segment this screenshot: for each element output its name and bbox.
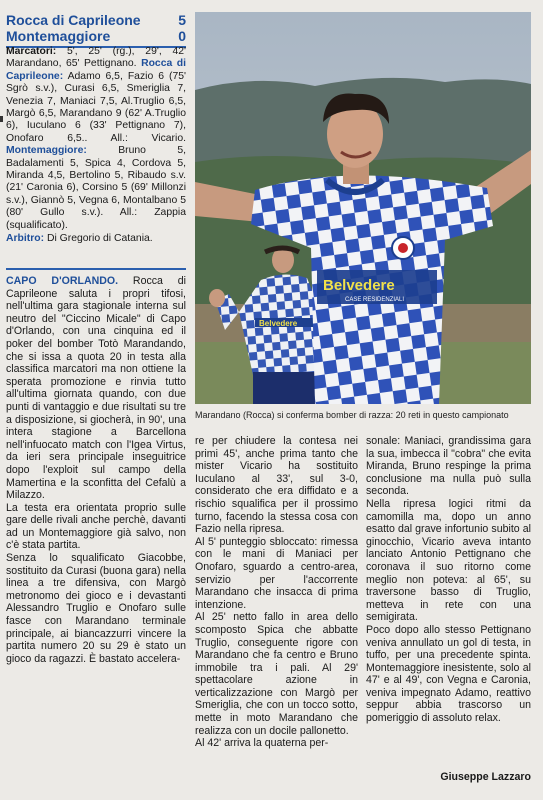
article-paragraph: Senza lo squalificato Giacobbe, sostituito da Curasi (buona gara) nella linea a tre difensiva, con Margò metronomo dei gioco e i devastanti Alessandro Truglio e Onofaro sulle fasce con Marandano terminale principale, ai biancazzurri vincere la partita numero 20 su 29 è stato un gioco da ragazzi. È bastato accelera- xyxy=(6,552,186,665)
away-lineup-label: Montemaggiore: xyxy=(6,145,87,157)
home-score: 5 xyxy=(178,12,186,28)
front-jersey-sponsor: Belvedere xyxy=(323,277,395,294)
article-paragraph: Al 42' arriva la quaterna per- xyxy=(195,737,329,750)
margin-mark xyxy=(0,116,3,122)
article-column-3 xyxy=(366,435,531,725)
stats-rule xyxy=(6,268,186,270)
back-jersey-sponsor: Belvedere xyxy=(259,319,298,328)
author-byline: Giuseppe Lazzaro xyxy=(440,771,531,783)
article-paragraph: sonale: Maniaci, grandissima gara la sua, imbecca il "cobra" che evita Miranda, Bruno respinge la prima conclusione ma nulla può sulla seconda. xyxy=(366,435,531,498)
referee-label: Arbitro: xyxy=(6,233,45,245)
away-lineup-text: Bruno 5, Badalamenti 5, Spica 4, Cordova 5, Miranda 4,5, Bertolino 5, Ribaudo s.v. (21' Caronia 6), Corsino 5 (69' Millonzi s.v.), Giannò 5, Vegna 6, Montalbano 5 (80' Gullo s.v.). All.: Zappia (squalificato). xyxy=(6,145,186,231)
match-photo xyxy=(195,12,531,404)
referee-text: Di Gregorio di Catania. xyxy=(44,233,153,245)
home-lineup-label: Rocca di Caprileone: xyxy=(6,58,186,82)
referee-line xyxy=(6,233,186,245)
article-paragraph: Nella ripresa logici ritmi da camomilla ma, dopo un anno esatto dal grave infortunio subito al ginocchio, Vicario aveva intanto lanciato Antonio Pettignano che coronava il suo ritorno come meglio non poteva: al 65', su traversone basso di Truglio, metteva in rete con una semigirata. xyxy=(366,497,531,624)
scorers-text: 5', 25' (rg.), 29', 42' Marandano, 65' Pettignano. xyxy=(6,46,186,70)
match-stats xyxy=(6,46,186,246)
away-team-name: Montemaggiore xyxy=(6,28,111,44)
article-paragraph: Al 25' netto fallo in area dello scomposto Spica che abbatte Truglio, conseguente rigore con Marandano che fa centro e Bruno immobile tra i pali. Al 29' spettacolare azione in verticalizzazione con Margò per Smeriglia, che con un tocco sotto, mette in moto Marandano che realizza con un docile pallonetto. xyxy=(195,611,358,737)
article-paragraph: Poco dopo allo stesso Pettignano veniva annullato un gol di testa, in tuffo, per una precedente spinta. Montemaggiore inesistente, solo al 47' e al 49', con Vegna e Caronia, veniva impegnato Adamo, reattivo seppur abbia trascorso un pomeriggio di assoluto relax. xyxy=(366,623,531,725)
scorers-label: Marcatori: xyxy=(6,46,57,57)
home-team-row xyxy=(6,12,186,28)
article-paragraph: re per chiudere la contesa nei primi 45', anche prima tanto che mister Vicario ha sostituito Iuculano al 33', sul 3-0, considerato che era diffidato e a rischio squalifica per il prossimo turno, facendo la stessa cosa con Fazio nella ripresa. xyxy=(195,435,358,536)
lineups-paragraph xyxy=(6,46,186,232)
article-column-1 xyxy=(6,275,186,665)
photo-caption: Marandano (Rocca) si conferma bomber di razza: 20 reti in questo campionato xyxy=(195,410,509,420)
article-paragraph xyxy=(6,275,186,502)
photo-illustration xyxy=(195,12,531,404)
home-lineup-text: Adamo 6,5, Fazio 6 (75' Sgrò s.v.), Curasi 6,5, Smeriglia 7, Venezia 7, Maniaci 7,5, Al.Truglio 6,5, Margò 6,5, Marandano 9 (62' A.Truglio 6), Iuculano 6 (33' Pettignano 7), Onofaro 6,5.. All.: Vicario. xyxy=(6,70,186,144)
article-column-2 xyxy=(195,435,358,750)
article-text: Rocca di Caprileone saluta i propri tifosi, nell'ultima gara stagionale interna sul neutro del "Ciccino Micale" di Capo d'Orlando, con una cinquina ed il poker del bomber Totò Marandando, che si issa a quota 20 in testa alla classifica marcatori ma non ottiene la sperata promozione e rinvia tutto all'ultima giornata quando, con due punti di vantaggio e due risultati su tre a disposizione, si giocherà, in 90', una intera stagione a Barcellona nell'infuocato match con l'Igea Virtus, da ieri sera principale inseguitrice dopo l'exploit sul campo della Mamertina e la sconfitta del Cefalù a Milazzo. xyxy=(6,275,187,502)
away-team-row xyxy=(6,28,186,44)
article-paragraph: La testa era orientata proprio sulle gare delle rivali anche perchè, davanti ad un Montemaggiore già salvo, non c'è stata partita. xyxy=(6,501,186,552)
home-team-name: Rocca di Caprileone xyxy=(6,12,141,28)
away-score: 0 xyxy=(178,28,186,44)
article-paragraph: Al 5' punteggio sbloccato: rimessa con le mani di Maniaci per Onofaro, sguardo a centro-area, servizio per l'accorrente Marandano che insacca di prima intenzione. xyxy=(195,535,358,611)
front-jersey-sponsor-sub: CASE RESIDENZIALI xyxy=(345,297,405,303)
dateline: CAPO D'ORLANDO. xyxy=(6,275,119,287)
